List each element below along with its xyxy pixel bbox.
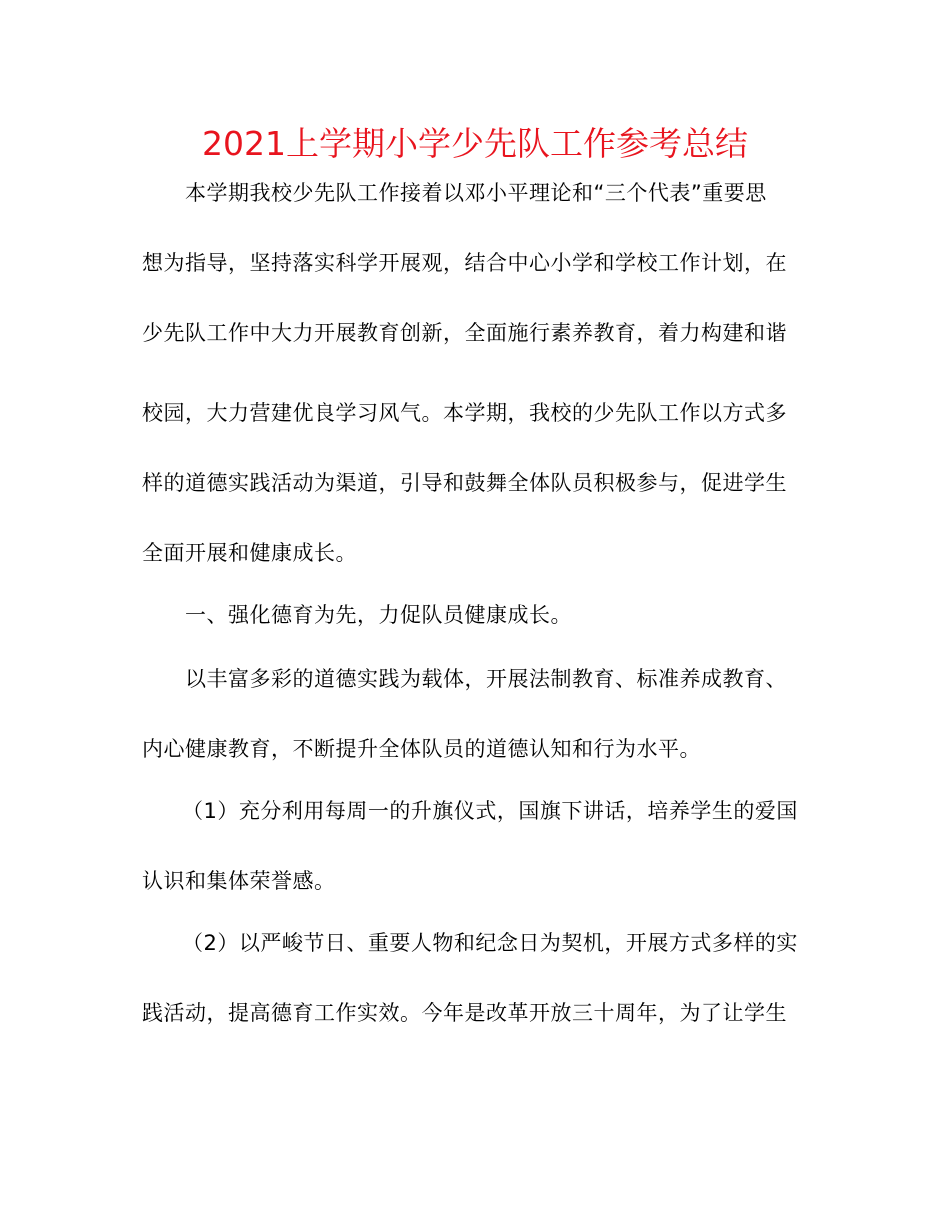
paragraph-line: 少先队工作中大力开展教育创新，全面施行素养教育，着力构建和谐 (142, 321, 787, 345)
list-item-line: （1）充分利用每周一的升旗仪式，国旗下讲话，培养学生的爱国 (182, 799, 798, 823)
paragraph-line: 以丰富多彩的道德实践为载体，开展法制教育、标准养成教育、 (185, 667, 787, 691)
paragraph-line: 校园，大力营建优良学习风气。本学期，我校的少先队工作以方式多 (142, 401, 787, 425)
paragraph-line: 践活动，提高德育工作实效。今年是改革开放三十周年，为了让学生 (142, 1001, 787, 1025)
paragraph-line: 内心健康教育，不断提升全体队员的道德认知和行为水平。 (142, 737, 701, 761)
paragraph-line: 全面开展和健康成长。 (142, 541, 357, 565)
list-item-line: （2）以严峻节日、重要人物和纪念日为契机，开展方式多样的实 (182, 931, 798, 955)
paragraph-line: 认识和集体荣誉感。 (142, 869, 336, 893)
document-title: 2021上学期小学少先队工作参考总结 (202, 124, 748, 163)
paragraph-line: 样的道德实践活动为渠道，引导和鼓舞全体队员积极参与，促进学生 (142, 471, 787, 495)
paragraph-line: 想为指导，坚持落实科学开展观，结合中心小学和学校工作计划，在 (142, 251, 787, 275)
section-heading: 一、强化德育为先，力促队员健康成长。 (185, 603, 572, 627)
paragraph-line: 本学期我校少先队工作接着以邓小平理论和“三个代表”重要思 (185, 181, 767, 205)
